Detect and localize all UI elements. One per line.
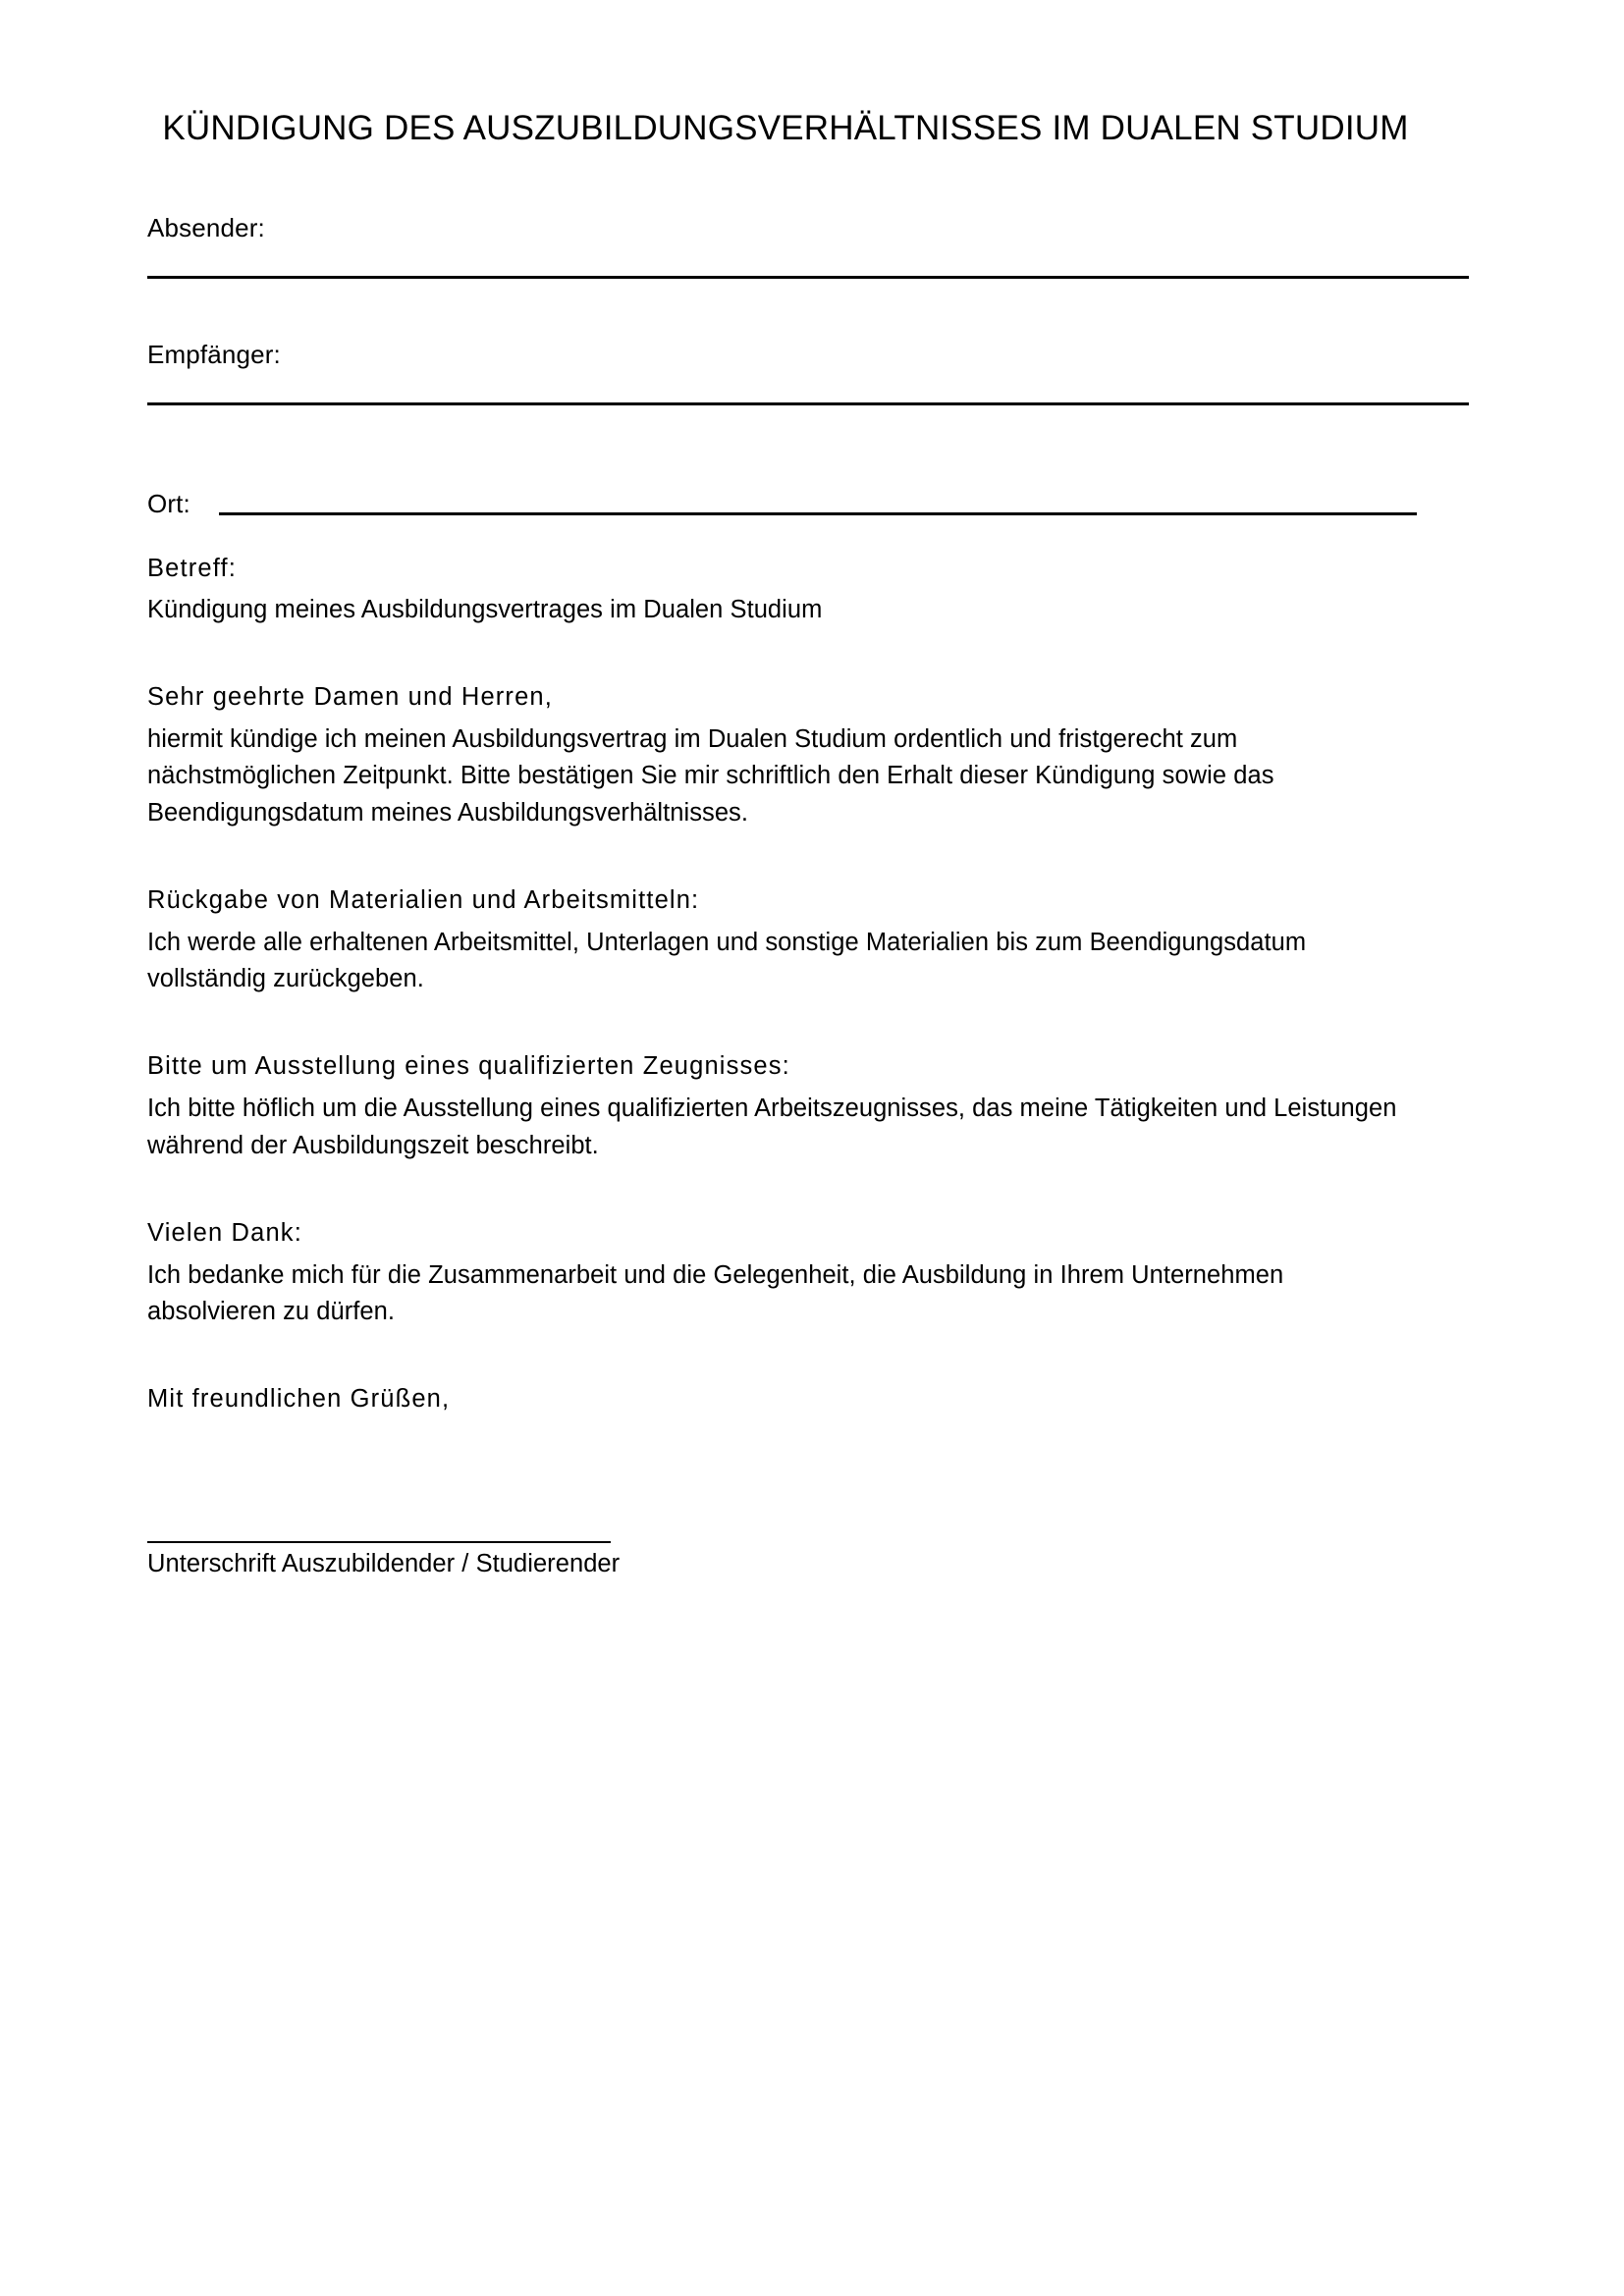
section-body: Ich bedanke mich für die Zusammenarbeit und die Gelegenheit, die Ausbildung in Ihrem Unternehmen absolvieren zu dürfen. (147, 1260, 1284, 1325)
salutation-block (147, 679, 1475, 831)
closing-greeting: Mit freundlichen Grüßen, (147, 1385, 451, 1414)
sender-field-group (147, 213, 1475, 279)
section-heading: Vielen Dank: (147, 1218, 302, 1247)
section-body: Ich werde alle erhaltenen Arbeitsmittel, Unterlagen und sonstige Materialien bis zum Beendigungsdatum vollständig zurückgeben. (147, 928, 1307, 993)
sender-label: Absender: (147, 212, 265, 242)
subject-value: Kündigung meines Ausbildungsvertrages im Dualen Studium (147, 596, 823, 624)
section-thanks (147, 1215, 1475, 1330)
signature-rule[interactable] (147, 1541, 611, 1543)
section-return-of-materials (147, 882, 1475, 997)
place-label: Ort: (147, 488, 190, 518)
recipient-field-group (147, 340, 1475, 405)
section-heading: Bitte um Ausstellung eines qualifizierten Zeugnisses: (147, 1052, 790, 1081)
signature-caption: Unterschrift Auszubildender / Studierender (147, 1550, 621, 1578)
sender-input-rule[interactable] (147, 276, 1469, 279)
recipient-input-rule[interactable] (147, 402, 1469, 405)
salutation: Sehr geehrte Damen und Herren, (147, 683, 553, 712)
intro-paragraph: hiermit kündige ich meinen Ausbildungsvertrag im Dualen Studium ordentlich und fristgerecht zum nächstmöglichen Zeitpunkt. Bitte bestätigen Sie mir schriftlich den Erhalt dieser Kündigung sowie das Beendigungsdatum meines Ausbildungsverhältnisses. (147, 725, 1274, 827)
section-reference-request (147, 1048, 1475, 1163)
recipient-label: Empfänger: (147, 339, 281, 369)
place-field-group (147, 489, 1475, 521)
place-input-rule[interactable] (219, 512, 1417, 515)
section-body: Ich bitte höflich um die Ausstellung eines qualifizierten Arbeitszeugnisses, das meine Tätigkeiten und Leistungen während der Ausbildungszeit beschreibt. (147, 1095, 1397, 1159)
subject-label: Betreff: (147, 555, 237, 583)
closing-block (147, 1381, 1475, 1417)
document-content (147, 0, 1475, 1580)
subject-block (147, 551, 1475, 628)
section-heading: Rückgabe von Materialien und Arbeitsmitteln: (147, 885, 700, 914)
signature-block (147, 1541, 1475, 1580)
page-title: KÜNDIGUNG DES AUSZUBILDUNGSVERHÄLTNISSES IM DUALEN STUDIUM (162, 109, 1409, 147)
